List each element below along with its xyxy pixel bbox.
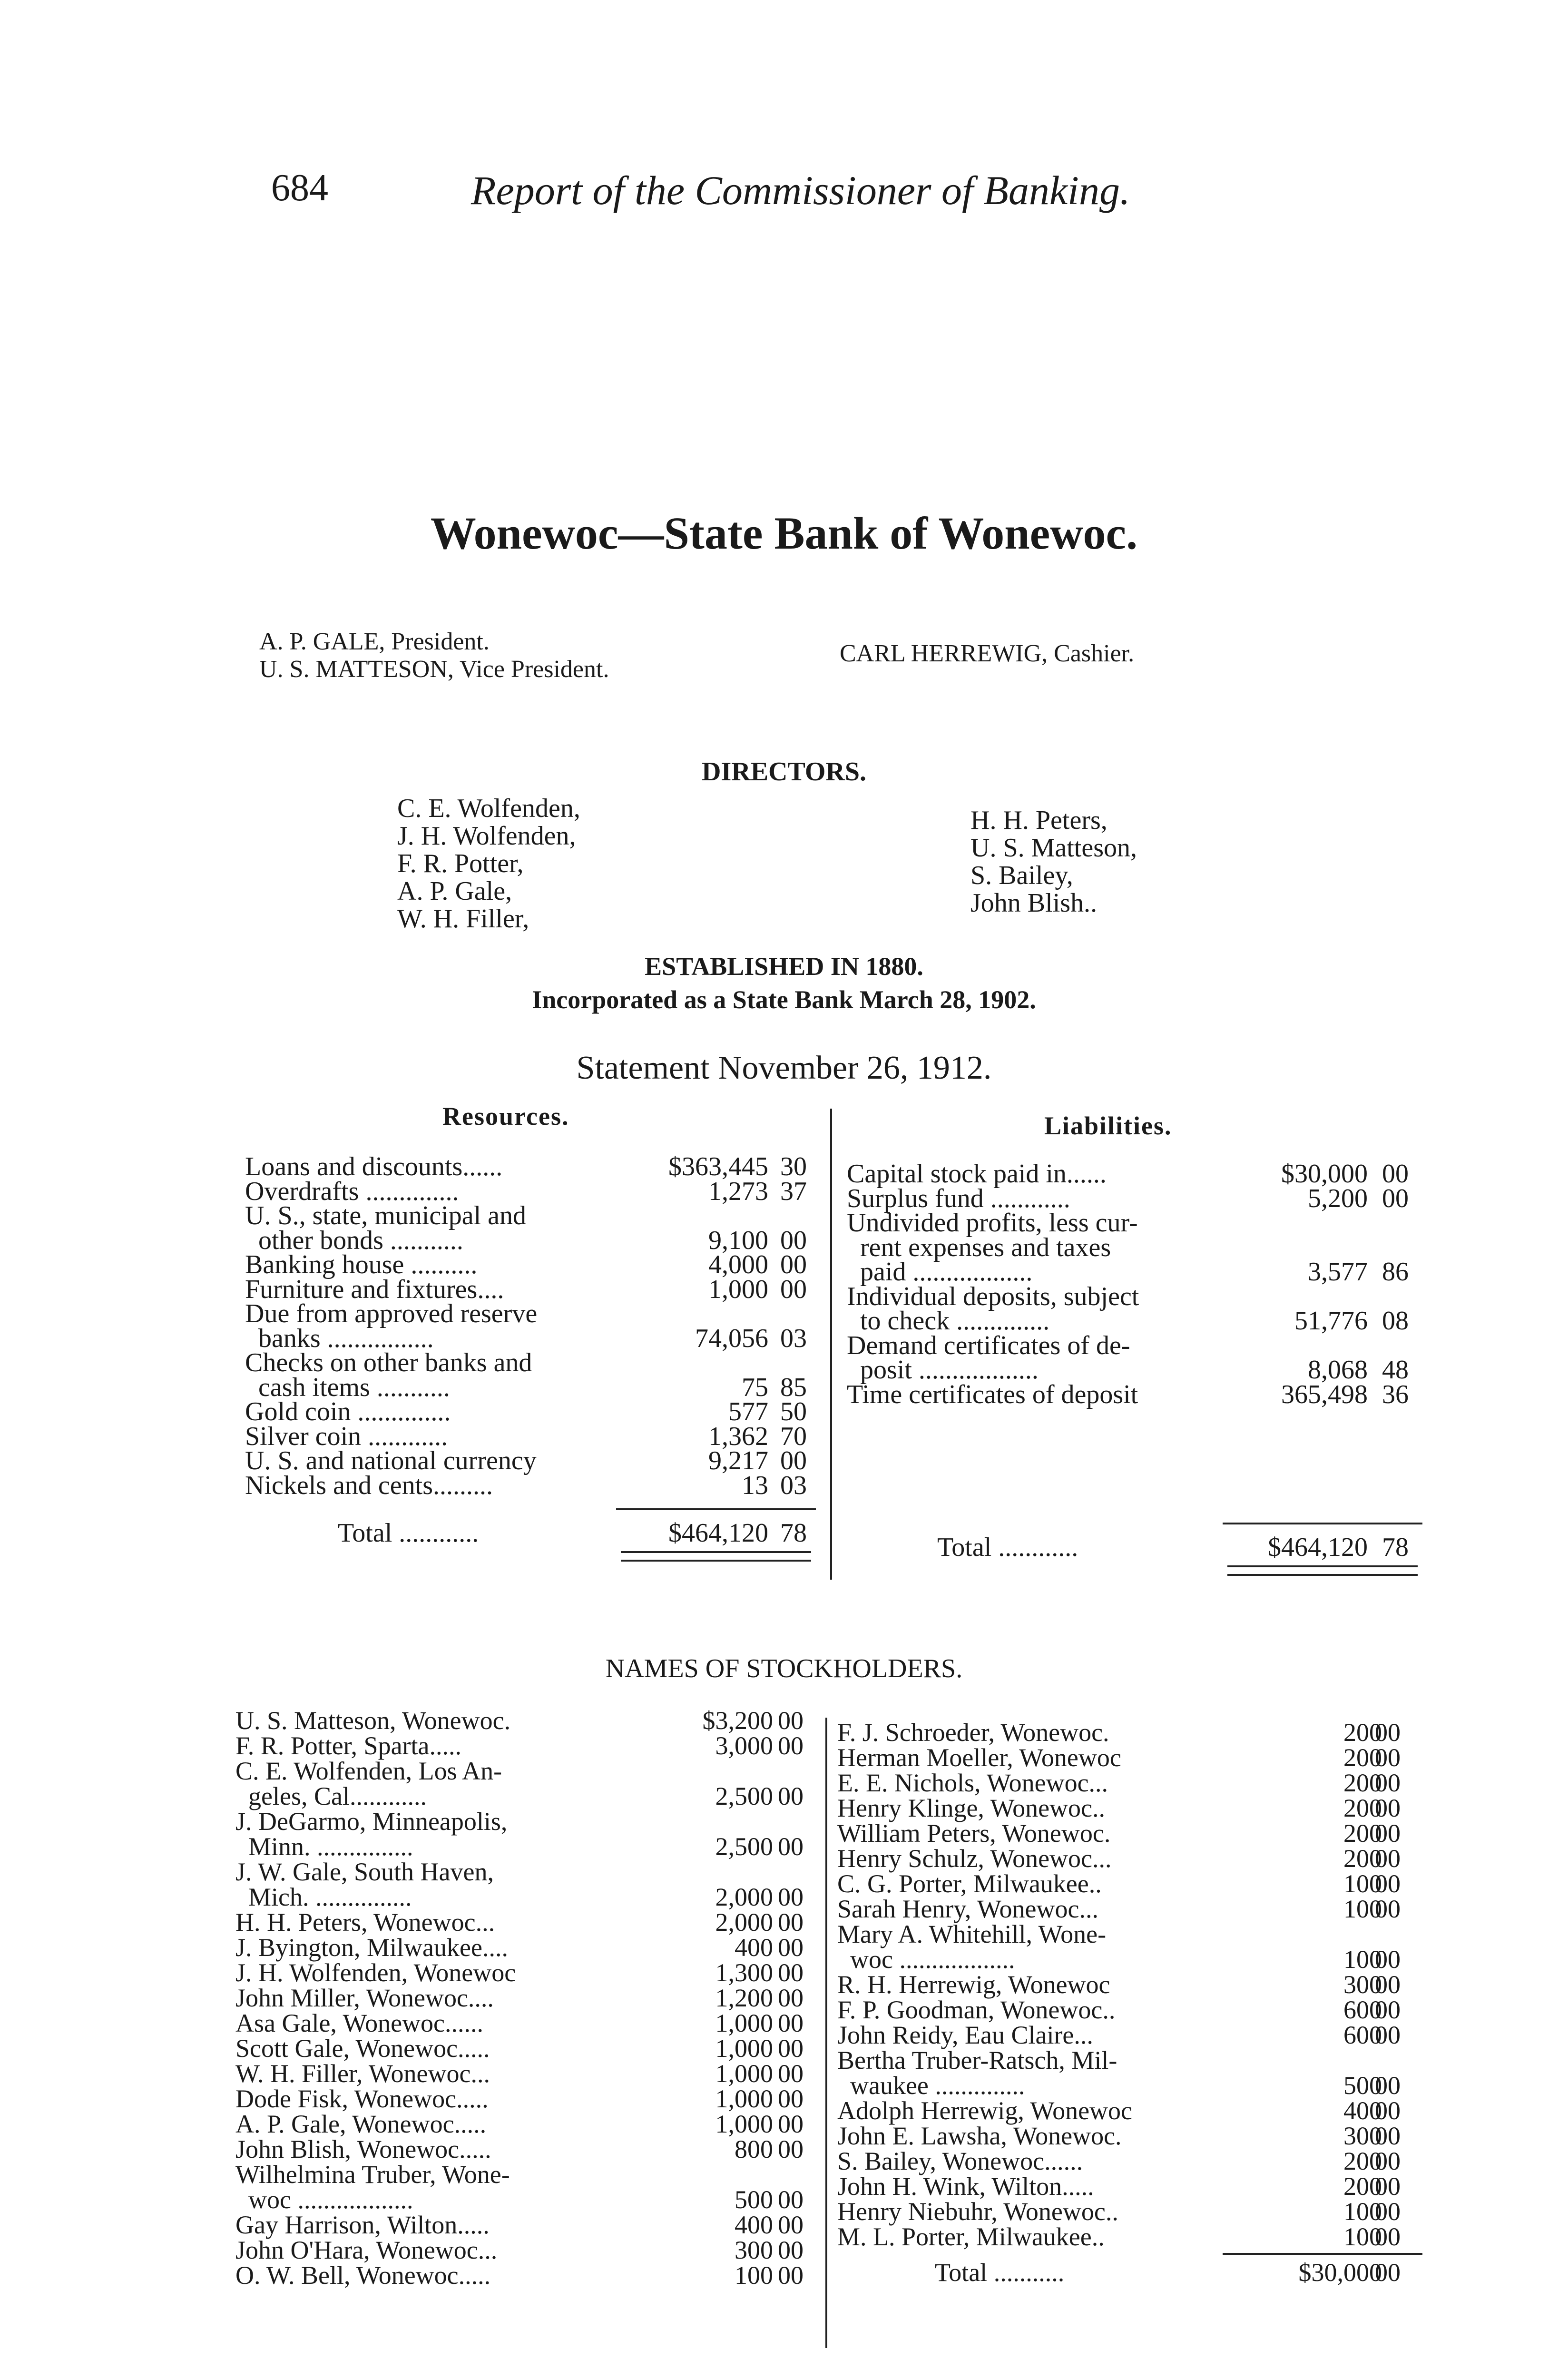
resource-row-cents: 37 <box>780 1176 807 1206</box>
stockholder-row-cents: 00 <box>778 1958 804 1987</box>
stockholder-row-label: F. J. Schroeder, Wonewoc. <box>837 1718 1109 1747</box>
liability-row <box>847 1379 1430 1409</box>
officer-cashier: CARL HERREWIG, Cashier. <box>840 640 1135 667</box>
stockholder-row <box>235 1857 818 1886</box>
director-name: H. H. Peters, <box>970 806 1107 835</box>
resource-row-cents: 00 <box>780 1250 807 1279</box>
statement-divider <box>830 1109 832 1580</box>
stockholder-row-cents: 00 <box>778 2261 804 2290</box>
resources-total-label: Total ............ <box>338 1518 479 1548</box>
stockholder-row-label: Adolph Herrewig, Wonewoc <box>837 2096 1132 2125</box>
stockholders-left-list <box>235 1706 818 2372</box>
stockholder-row <box>235 1882 818 1911</box>
stockholders-total-cents: 00 <box>1375 2258 1401 2287</box>
resource-row-label: Loans and discounts...... <box>245 1152 503 1181</box>
stockholder-row-cents: 00 <box>778 1908 804 1937</box>
stockholder-row <box>235 2185 818 2214</box>
stockholder-row-label: O. W. Bell, Wonewoc..... <box>235 2261 491 2290</box>
stockholder-row-cents: 00 <box>778 2185 804 2214</box>
resource-row-dollars: 1,000 <box>708 1274 768 1304</box>
stockholder-row-label: John E. Lawsha, Wonewoc. <box>837 2122 1122 2150</box>
stockholder-row <box>837 1970 1427 1999</box>
stockholder-row-dollars: 200 <box>1343 1769 1382 1797</box>
liabilities-total-label: Total ............ <box>937 1533 1078 1562</box>
stockholder-row-dollars: 1,000 <box>715 2059 773 2088</box>
liability-row-label: Time certificates of deposit <box>847 1379 1138 1409</box>
resource-row <box>245 1200 828 1230</box>
resource-row <box>245 1249 828 1279</box>
stockholder-row-label: J. H. Wolfenden, Wonewoc <box>235 1958 516 1987</box>
liability-row <box>847 1208 1430 1238</box>
liability-row-dollars: 365,498 <box>1281 1379 1368 1409</box>
stockholder-row-label: R. H. Herrewig, Wonewoc <box>837 1970 1110 1999</box>
stockholder-row-dollars: 400 <box>1343 2096 1382 2125</box>
stockholder-row-label: E. E. Nichols, Wonewoc... <box>837 1769 1108 1797</box>
liabilities-total-row <box>847 1532 1430 1561</box>
directors-heading: DIRECTORS. <box>702 757 866 786</box>
stockholder-row-cents: 00 <box>778 2084 804 2113</box>
resource-row <box>245 1421 828 1451</box>
stockholder-row-cents: 00 <box>778 1832 804 1861</box>
stockholder-row-cents: 00 <box>1375 1970 1401 1999</box>
liability-row-label: rent expenses and taxes <box>847 1232 1111 1262</box>
stockholder-row-cents: 00 <box>1375 1794 1401 1822</box>
stockholder-row-dollars: 100 <box>1343 1945 1382 1974</box>
stockholder-row-cents: 00 <box>1375 1844 1401 1873</box>
stockholder-row-dollars: 300 <box>1343 1970 1382 1999</box>
statement-heading: Statement November 26, 1912. <box>576 1050 992 1086</box>
stockholder-row-label: Gay Harrison, Wilton..... <box>235 2211 490 2239</box>
stockholder-row-label: John Miller, Wonewoc.... <box>235 1984 494 2012</box>
stockholder-row-label: Minn. ............... <box>235 1832 413 1861</box>
liability-row-dollars: 5,200 <box>1308 1183 1368 1213</box>
director-name: U. S. Matteson, <box>970 833 1137 863</box>
resource-row-dollars: 1,273 <box>708 1176 768 1206</box>
stockholder-row-dollars: 1,000 <box>715 2034 773 2063</box>
stockholder-row-cents: 00 <box>778 1731 804 1760</box>
stockholders-right-list <box>837 1718 1427 2379</box>
stockholder-row-label: geles, Cal............ <box>235 1782 427 1810</box>
resource-row-label: Checks on other banks and <box>245 1348 532 1377</box>
resource-row-label: U. S. and national currency <box>245 1446 537 1475</box>
page-title: Wonewoc—State Bank of Wonewoc. <box>430 508 1138 559</box>
director-name: John Blish.. <box>970 888 1098 918</box>
stockholder-row <box>837 2071 1427 2100</box>
stockholder-row-cents: 00 <box>1375 2172 1401 2201</box>
stockholder-row <box>235 1832 818 1861</box>
resource-row <box>245 1176 828 1206</box>
stockholder-row-label: S. Bailey, Wonewoc...... <box>837 2147 1083 2175</box>
stockholder-row <box>837 2020 1427 2049</box>
stockholder-row-label: W. H. Filler, Wonewoc... <box>235 2059 490 2088</box>
stockholders-divider <box>825 1718 827 2348</box>
stockholders-total-row <box>837 2258 1427 2286</box>
resources-total-cents: 78 <box>780 1518 807 1548</box>
double-rule <box>1227 1565 1418 1576</box>
stockholder-row-dollars: 2,500 <box>715 1782 773 1810</box>
stockholder-row-label: J. Byington, Milwaukee.... <box>235 1933 508 1962</box>
stockholder-row-dollars: 200 <box>1343 1743 1382 1772</box>
stockholder-row-dollars: 200 <box>1343 2172 1382 2201</box>
liability-row-cents: 36 <box>1382 1379 1409 1409</box>
stockholder-row-cents: 00 <box>778 1706 804 1735</box>
resource-row-dollars: $363,445 <box>668 1152 768 1181</box>
stockholder-row-cents: 00 <box>778 2135 804 2163</box>
directors-left <box>397 795 580 933</box>
stockholder-row-label: Mary A. Whitehill, Wone- <box>837 1920 1107 1948</box>
liability-row-label: Capital stock paid in...... <box>847 1159 1107 1189</box>
stockholder-row <box>235 1807 818 1836</box>
resource-row-cents: 70 <box>780 1421 807 1451</box>
stockholder-row-dollars: 100 <box>1343 2197 1382 2226</box>
stockholder-row-cents: 00 <box>778 2211 804 2239</box>
stockholder-row-label: Sarah Henry, Wonewoc... <box>837 1895 1098 1923</box>
stockholder-row-label: Asa Gale, Wonewoc...... <box>235 2009 484 2037</box>
resource-row-dollars: 13 <box>742 1470 768 1500</box>
resource-row-cents: 03 <box>780 1323 807 1353</box>
stockholder-row <box>837 1844 1427 1873</box>
resource-row <box>245 1347 828 1377</box>
stockholder-row <box>837 2045 1427 2074</box>
director-name: A. P. Gale, <box>397 876 512 906</box>
resource-row-label: Nickels and cents......... <box>245 1470 493 1500</box>
stockholder-row-cents: 00 <box>1375 2197 1401 2226</box>
stockholder-row <box>837 1894 1427 1923</box>
stockholder-row-label: C. E. Wolfenden, Los An- <box>235 1757 502 1785</box>
resource-row-label: banks ................ <box>245 1323 434 1353</box>
resource-row-dollars: 1,362 <box>708 1421 768 1451</box>
resource-row-dollars: 74,056 <box>695 1323 768 1353</box>
stockholder-row-label: Herman Moeller, Wonewoc <box>837 1743 1121 1772</box>
stockholder-row-dollars: 500 <box>1343 2071 1382 2100</box>
resources-table <box>245 1151 828 1580</box>
directors-right <box>970 806 1137 917</box>
stockholder-row <box>235 1907 818 1937</box>
resources-total-dollars: $464,120 <box>668 1518 768 1548</box>
stockholder-row-label: J. W. Gale, South Haven, <box>235 1858 494 1886</box>
liability-row <box>847 1257 1430 1287</box>
stockholder-row-dollars: 200 <box>1343 2147 1382 2175</box>
stockholder-row-label: Mich. ............... <box>235 1883 412 1911</box>
incorporated-line: Incorporated as a State Bank March 28, 1902. <box>532 985 1036 1014</box>
stockholder-row-cents: 00 <box>778 2236 804 2264</box>
liabilities-heading: Liabilities. <box>1044 1111 1172 1140</box>
stockholder-row <box>837 1919 1427 1948</box>
stockholder-row-dollars: 200 <box>1343 1844 1382 1873</box>
liability-row-cents: 08 <box>1382 1306 1409 1336</box>
stockholder-row-cents: 00 <box>778 2009 804 2037</box>
stockholder-row-label: A. P. Gale, Wonewoc..... <box>235 2110 487 2138</box>
liabilities-total-cents: 78 <box>1382 1533 1409 1562</box>
resources-heading: Resources. <box>442 1102 569 1131</box>
resource-row-cents: 50 <box>780 1397 807 1426</box>
resource-row <box>245 1151 828 1181</box>
resources-total-row <box>245 1518 828 1546</box>
stockholder-row <box>837 1819 1427 1848</box>
stockholder-row-dollars: 2,000 <box>715 1883 773 1911</box>
stockholder-row-label: Dode Fisk, Wonewoc..... <box>235 2084 489 2113</box>
stockholder-row-label: John H. Wink, Wilton..... <box>837 2172 1094 2201</box>
liability-row-dollars: 8,068 <box>1308 1355 1368 1385</box>
resource-row <box>245 1323 828 1353</box>
resource-row-cents: 03 <box>780 1470 807 1500</box>
director-name: S. Bailey, <box>970 861 1073 890</box>
stockholder-row-cents: 00 <box>778 1933 804 1962</box>
liability-row-cents: 00 <box>1382 1183 1409 1213</box>
stockholder-row-dollars: 100 <box>1343 1895 1382 1923</box>
stockholder-row-label: U. S. Matteson, Wonewoc. <box>235 1706 511 1735</box>
stockholder-row <box>235 2008 818 2037</box>
liability-row <box>847 1306 1430 1336</box>
stockholder-row-dollars: 1,000 <box>715 2009 773 2037</box>
resource-row-label: cash items ........... <box>245 1372 450 1402</box>
liability-row <box>847 1330 1430 1360</box>
stockholder-row-cents: 00 <box>1375 1945 1401 1974</box>
liabilities-total-dollars: $464,120 <box>1268 1533 1368 1562</box>
resource-row <box>245 1470 828 1500</box>
stockholder-row-label: F. R. Potter, Sparta..... <box>235 1731 462 1760</box>
stockholder-row-cents: 00 <box>1375 1718 1401 1747</box>
stockholder-row <box>837 1995 1427 2024</box>
total-rule <box>1223 1523 1422 1524</box>
stockholder-row <box>235 2059 818 2088</box>
resource-row-label: Overdrafts .............. <box>245 1176 459 1206</box>
liability-row-dollars: 3,577 <box>1308 1257 1368 1287</box>
page-number: 684 <box>271 167 328 209</box>
stockholder-row-dollars: 100 <box>1343 2222 1382 2251</box>
stockholder-row-dollars: 300 <box>1343 2122 1382 2150</box>
stockholder-row <box>837 1869 1427 1898</box>
stockholder-row-dollars: 600 <box>1343 2021 1382 2049</box>
running-title: Report of the Commissioner of Banking. <box>471 167 1130 213</box>
resource-row <box>245 1372 828 1402</box>
stockholder-row <box>837 2146 1427 2175</box>
stockholder-row <box>837 1743 1427 1772</box>
resource-row <box>245 1445 828 1475</box>
resource-row-label: U. S., state, municipal and <box>245 1201 527 1230</box>
stockholder-row-cents: 00 <box>1375 1769 1401 1797</box>
stockholder-row-dollars: 200 <box>1343 1718 1382 1747</box>
stockholder-row-dollars: 2,500 <box>715 1832 773 1861</box>
liability-row-label: Undivided profits, less cur- <box>847 1208 1138 1238</box>
stockholder-row <box>235 2210 818 2239</box>
stockholder-row-label: C. G. Porter, Milwaukee.. <box>837 1869 1102 1898</box>
total-rule <box>616 1508 816 1510</box>
stockholder-row <box>235 1781 818 1810</box>
stockholder-row <box>235 2034 818 2063</box>
stockholder-row-label: Bertha Truber-Ratsch, Mil- <box>837 2046 1117 2074</box>
stockholder-row <box>235 2160 818 2189</box>
stockholder-row-dollars: $3,200 <box>702 1706 773 1735</box>
resource-row-cents: 00 <box>780 1446 807 1475</box>
stockholder-row-cents: 00 <box>778 2059 804 2088</box>
director-name: C. E. Wolfenden, <box>397 794 580 823</box>
stockholder-row-dollars: 400 <box>735 2211 773 2239</box>
liability-row <box>847 1355 1430 1385</box>
double-rule <box>621 1551 811 1562</box>
stockholder-row <box>235 2235 818 2264</box>
resource-row-label: other bonds ........... <box>245 1225 463 1255</box>
stockholder-row-label: M. L. Porter, Milwaukee.. <box>837 2222 1105 2251</box>
stockholder-row-dollars: 100 <box>1343 1869 1382 1898</box>
stockholder-row <box>837 1945 1427 1974</box>
liability-row-label: Demand certificates of de- <box>847 1330 1130 1360</box>
liability-row <box>847 1232 1430 1262</box>
stockholder-row-label: waukee .............. <box>837 2071 1025 2100</box>
established-line: ESTABLISHED IN 1880. <box>645 952 923 981</box>
stockholder-row-label: F. P. Goodman, Wonewoc.. <box>837 1996 1116 2024</box>
stockholder-row <box>837 2197 1427 2226</box>
stockholder-row-label: John Blish, Wonewoc..... <box>235 2135 491 2163</box>
stockholder-row-cents: 00 <box>1375 1869 1401 1898</box>
resource-row-label: Banking house .......... <box>245 1250 478 1279</box>
stockholder-row-dollars: 500 <box>735 2185 773 2214</box>
stockholders-total-label: Total ........... <box>935 2258 1065 2287</box>
officer-president: A. P. GALE, President. <box>259 628 490 655</box>
stockholder-row <box>235 1933 818 1962</box>
liability-row-cents: 48 <box>1382 1355 1409 1385</box>
resource-row-dollars: 4,000 <box>708 1250 768 1279</box>
stockholder-row-dollars: 100 <box>735 2261 773 2290</box>
stockholder-row <box>837 2121 1427 2150</box>
stockholder-row <box>235 1756 818 1785</box>
stockholder-row <box>235 2109 818 2138</box>
stockholder-row-cents: 00 <box>1375 2096 1401 2125</box>
resource-row-cents: 85 <box>780 1372 807 1402</box>
stockholder-row-dollars: 3,000 <box>715 1731 773 1760</box>
stockholder-row-cents: 00 <box>778 2034 804 2063</box>
stockholder-row-cents: 00 <box>778 1782 804 1810</box>
stockholder-row <box>837 1793 1427 1822</box>
stockholder-row-cents: 00 <box>778 1984 804 2012</box>
liability-row <box>847 1159 1430 1189</box>
resource-row-label: Gold coin .............. <box>245 1397 451 1426</box>
stockholder-row-dollars: 800 <box>735 2135 773 2163</box>
director-name: F. R. Potter, <box>397 849 524 878</box>
stockholder-row-cents: 00 <box>1375 2071 1401 2100</box>
stockholder-row-label: Scott Gale, Wonewoc..... <box>235 2034 490 2063</box>
stockholder-row-label: Wilhelmina Truber, Wone- <box>235 2160 510 2189</box>
stockholder-row <box>235 2084 818 2113</box>
stockholder-row-dollars: 600 <box>1343 1996 1382 2024</box>
stockholder-row-cents: 00 <box>778 1883 804 1911</box>
liability-row-label: paid .................. <box>847 1257 1033 1287</box>
resource-row-dollars: 9,217 <box>708 1446 768 1475</box>
liability-row-dollars: 51,776 <box>1294 1306 1368 1336</box>
resource-row-cents: 30 <box>780 1152 807 1181</box>
resource-row-label: Silver coin ............ <box>245 1421 448 1451</box>
stockholder-row-label: Henry Klinge, Wonewoc.. <box>837 1794 1106 1822</box>
liabilities-table <box>847 1159 1430 1587</box>
resource-row <box>245 1225 828 1255</box>
resource-row <box>245 1298 828 1328</box>
stockholder-row-label: William Peters, Wonewoc. <box>837 1819 1111 1848</box>
stockholder-row <box>837 1718 1427 1747</box>
resource-row-label: Due from approved reserve <box>245 1299 538 1328</box>
resource-row <box>245 1274 828 1304</box>
stockholders-heading: NAMES OF STOCKHOLDERS. <box>605 1654 963 1683</box>
stockholder-row-dollars: 1,000 <box>715 2084 773 2113</box>
stockholder-row <box>837 2172 1427 2201</box>
stockholder-row <box>235 1983 818 2012</box>
resource-row <box>245 1396 828 1426</box>
director-name: W. H. Filler, <box>397 904 529 934</box>
stockholder-row-cents: 00 <box>778 2110 804 2138</box>
stockholder-row <box>837 1768 1427 1797</box>
stockholder-row <box>837 2222 1427 2251</box>
stockholder-row <box>235 2134 818 2163</box>
director-name: J. H. Wolfenden, <box>397 821 576 851</box>
stockholder-row-dollars: 1,200 <box>715 1984 773 2012</box>
resource-row-dollars: 577 <box>728 1397 768 1426</box>
stockholder-row-dollars: 300 <box>735 2236 773 2264</box>
stockholder-row-label: Henry Schulz, Wonewoc... <box>837 1844 1112 1873</box>
stockholder-row-label: woc .................. <box>235 2185 413 2214</box>
stockholder-row-label: Henry Niebuhr, Wonewoc.. <box>837 2197 1118 2226</box>
stockholder-row-label: H. H. Peters, Wonewoc... <box>235 1908 495 1937</box>
liability-row-label: to check .............. <box>847 1306 1050 1336</box>
stockholder-row <box>837 2096 1427 2125</box>
resource-row-cents: 00 <box>780 1274 807 1304</box>
resource-row-dollars: 9,100 <box>708 1225 768 1255</box>
liability-row-cents: 00 <box>1382 1159 1409 1189</box>
stockholder-row-dollars: 1,000 <box>715 2110 773 2138</box>
stockholder-row <box>235 1706 818 1735</box>
stockholder-row-dollars: 200 <box>1343 1819 1382 1848</box>
stockholders-total-dollars: $30,000 <box>1298 2258 1382 2287</box>
total-rule <box>1223 2253 1422 2255</box>
liability-row-dollars: $30,000 <box>1281 1159 1368 1189</box>
stockholder-row-cents: 00 <box>1375 2021 1401 2049</box>
stockholder-row <box>235 1731 818 1760</box>
liability-row-label: Individual deposits, subject <box>847 1281 1139 1311</box>
stockholder-row-label: J. DeGarmo, Minneapolis, <box>235 1807 508 1836</box>
resource-row-dollars: 75 <box>742 1372 768 1402</box>
stockholder-row-dollars: 200 <box>1343 1794 1382 1822</box>
stockholder-row <box>235 1958 818 1987</box>
stockholder-row-cents: 00 <box>1375 1895 1401 1923</box>
stockholder-row-label: John O'Hara, Wonewoc... <box>235 2236 498 2264</box>
stockholder-row-dollars: 2,000 <box>715 1908 773 1937</box>
stockholder-row-label: John Reidy, Eau Claire... <box>837 2021 1093 2049</box>
stockholder-row-cents: 00 <box>1375 1743 1401 1772</box>
liability-row <box>847 1281 1430 1311</box>
resource-row-cents: 00 <box>780 1225 807 1255</box>
stockholder-row-dollars: 1,300 <box>715 1958 773 1987</box>
stockholder-row-dollars: 400 <box>735 1933 773 1962</box>
resource-row-label: Furniture and fixtures.... <box>245 1274 504 1304</box>
liability-row <box>847 1183 1430 1213</box>
stockholder-row-label: woc .................. <box>837 1945 1015 1974</box>
officer-vice-president: U. S. MATTESON, Vice President. <box>259 656 609 683</box>
stockholder-row-cents: 00 <box>1375 1819 1401 1848</box>
stockholder-row <box>235 2261 818 2290</box>
liability-row-label: posit .................. <box>847 1355 1039 1385</box>
liability-row-label: Surplus fund ............ <box>847 1183 1070 1213</box>
stockholder-row-cents: 00 <box>1375 2147 1401 2175</box>
stockholder-row-cents: 00 <box>1375 2222 1401 2251</box>
stockholder-row-cents: 00 <box>1375 2122 1401 2150</box>
stockholder-row-cents: 00 <box>1375 1996 1401 2024</box>
liability-row-cents: 86 <box>1382 1257 1409 1287</box>
